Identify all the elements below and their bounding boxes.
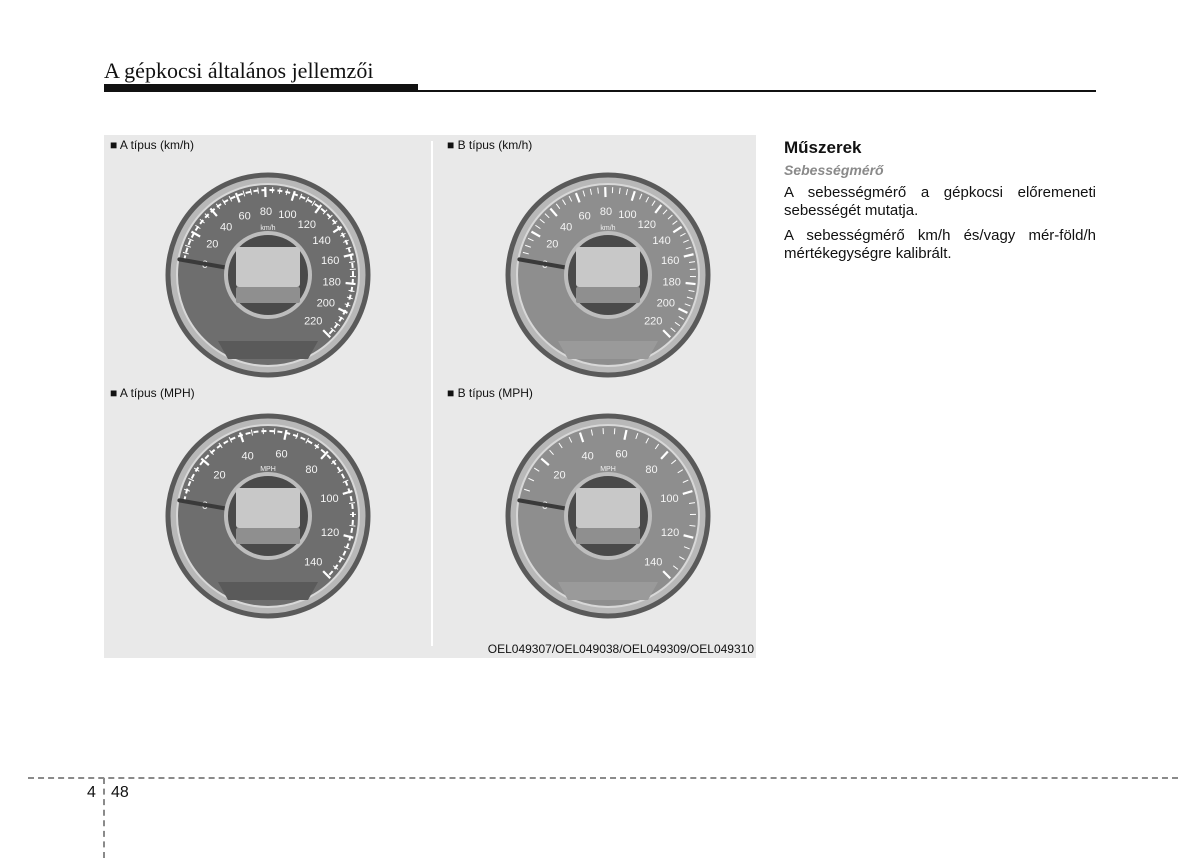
paragraph: A sebességmérő a gépkocsi előremeneti sebességét mutatja. (784, 184, 1096, 219)
speedometer-figure (104, 135, 756, 658)
footer-rule (28, 777, 1178, 779)
chapter-title: A gépkocsi általános jellemzői (104, 58, 374, 83)
dial-label: 60 (578, 210, 591, 223)
section-subheading: Sebességmérő (784, 162, 884, 178)
dial-unit: MPH (260, 466, 276, 473)
dial-label: 140 (652, 234, 671, 247)
speedometer-gauge (493, 401, 723, 631)
dial-label: 40 (581, 450, 594, 463)
dial-label: 80 (259, 206, 273, 219)
dial-label: 20 (553, 469, 566, 482)
trip-display (558, 341, 658, 359)
dial-label: 20 (206, 238, 219, 251)
dial-label: 100 (278, 209, 297, 222)
lcd-upper (576, 488, 640, 528)
dial-label: 60 (615, 448, 628, 461)
lcd-lower (236, 287, 300, 303)
dial-tick (689, 525, 695, 526)
dial-label: 40 (219, 221, 233, 234)
dial-unit: MPH (600, 466, 616, 473)
trip-display (218, 341, 318, 359)
dial-label: 20 (213, 469, 226, 482)
dial-label: 120 (637, 219, 656, 232)
dial-tick (346, 283, 356, 284)
dial-label: 60 (238, 210, 251, 223)
dial-label: 40 (241, 450, 254, 463)
gauge-graphic (153, 160, 383, 390)
gauge-caption: ■ B típus (MPH) (447, 386, 533, 400)
figure-code: OEL049307/OEL049038/OEL049309/OEL049310 (487, 642, 754, 656)
dial-label: 20 (546, 238, 559, 251)
dial-label: 80 (645, 464, 658, 477)
dial-tick (349, 525, 355, 526)
dial-label: 120 (297, 219, 316, 232)
dial-label: 140 (644, 556, 663, 569)
dial-unit: km/h (600, 225, 616, 232)
gauge-caption: ■ B típus (km/h) (447, 138, 533, 152)
dial-label: 160 (661, 254, 680, 267)
dial-label: 200 (316, 297, 335, 310)
lcd-upper (576, 247, 640, 287)
trip-display (558, 582, 658, 600)
dial-label: 180 (662, 276, 681, 289)
lcd-upper (236, 488, 300, 528)
chapter-number: 4 (87, 784, 96, 801)
lcd-lower (236, 528, 300, 544)
speedometer-gauge (493, 160, 723, 390)
dial-label: 60 (275, 448, 288, 461)
dial-tick (598, 188, 599, 194)
lcd-lower (576, 528, 640, 544)
dial-label: 100 (660, 492, 679, 505)
header-rule-thin (418, 90, 1096, 92)
lcd-lower (576, 287, 640, 303)
section-heading: Műszerek (784, 138, 862, 157)
dial-label: 140 (312, 234, 331, 247)
dial-label: 220 (304, 315, 323, 328)
dial-unit: km/h (260, 225, 276, 232)
paragraph: A sebességmérő km/h és/vagy mér-föld/h mértékegységre kalibrált. (784, 227, 1096, 262)
speedometer-gauge (153, 160, 383, 390)
speedometer-gauge (153, 401, 383, 631)
lcd-upper (236, 247, 300, 287)
gauge-caption: ■ A típus (MPH) (110, 386, 195, 400)
dial-label: 200 (656, 297, 675, 310)
gauge-graphic (493, 160, 723, 390)
gauge-graphic (493, 401, 723, 631)
dial-label: 180 (322, 276, 341, 289)
dial-label: 40 (559, 221, 573, 234)
dial-label: 140 (304, 556, 323, 569)
gauge-caption: ■ A típus (km/h) (110, 138, 194, 152)
dial-label: 220 (644, 315, 663, 328)
footer-margin-rule (103, 778, 105, 858)
dial-label: 100 (320, 492, 339, 505)
dial-tick (686, 283, 696, 284)
gauge-graphic (153, 401, 383, 631)
dial-label: 80 (305, 464, 318, 477)
figure-divider (431, 141, 433, 646)
dial-label: 100 (618, 209, 637, 222)
page-number: 48 (111, 784, 129, 801)
dial-tick (258, 188, 259, 194)
dial-label: 80 (599, 206, 613, 219)
dial-label: 120 (320, 526, 340, 539)
dial-label: 120 (660, 526, 680, 539)
dial-label: 160 (321, 254, 340, 267)
trip-display (218, 582, 318, 600)
header-rule-thick (104, 84, 418, 92)
